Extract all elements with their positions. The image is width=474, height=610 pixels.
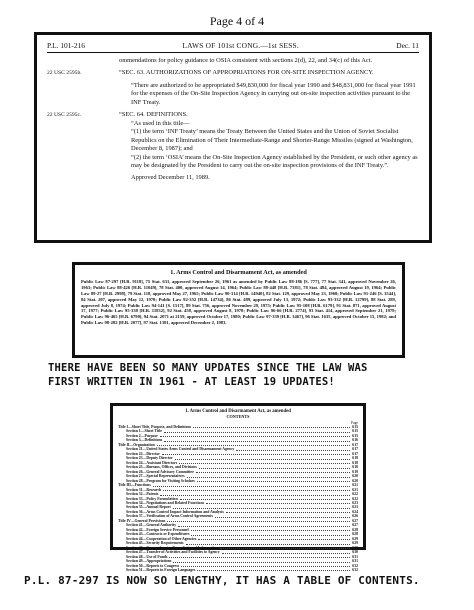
- toc-item-page: 627: [352, 518, 358, 523]
- toc-item-label: Section 24—Assistant Directors: [126, 460, 178, 465]
- toc-item-label: Section 37—Verification of Arms Control Agreements: [126, 514, 213, 519]
- toc-item-label: Section 41—General Authority: [126, 523, 177, 528]
- toc-item-page: 615: [352, 429, 358, 434]
- toc-item-label: Section 51—Reports in Foreign Languages: [126, 568, 196, 572]
- toc-item-label: Section 35—Annual Report: [126, 505, 171, 510]
- toc-item-page: 622: [352, 492, 358, 497]
- toc-item-page: 631: [352, 559, 358, 564]
- toc-item-label: Title I—Short Title, Purpose, and Definitions: [118, 425, 192, 429]
- amendments-clipping: [72, 262, 405, 358]
- toc-item-page: 619: [352, 469, 358, 474]
- margin-citation: 22 USC 2595c.: [47, 112, 82, 119]
- handwritten-note-updates-line1: THERE HAVE BEEN SO MANY UPDATES SINCE THE LAW WAS: [48, 362, 368, 374]
- intro-text: ommendations for policy guidance to OSIA consistent with sections 2(d), 22, and 34(c) of this Act.: [119, 57, 373, 64]
- toc-item: [118, 568, 358, 572]
- toc-item-page: 628: [352, 532, 358, 537]
- toc-item-label: Section 23—Deputy Director: [126, 456, 173, 461]
- handwritten-note-toc: P.L. 87-297 IS NOW SO LENGTHY, IT HAS A TABLE OF CONTENTS.: [24, 574, 420, 587]
- toc-item-label: Section 42—Foreign Service Personnel: [126, 527, 189, 532]
- toc-item-label: Section 46—Comprehensive Compilation of Information: [126, 545, 218, 550]
- toc-item-label: Section 32—Patents: [126, 492, 159, 497]
- toc-item-page: 629: [352, 536, 358, 541]
- toc-item-label: Section 26—General Advisory Committee: [126, 469, 194, 474]
- toc-item-label: Section 50—Reports to Congress: [126, 563, 180, 568]
- toc-item-page: 620: [352, 478, 358, 483]
- toc-item-label: Section 22—Director: [126, 451, 160, 456]
- header-public-law: P.L. 101-216: [47, 41, 85, 50]
- section-63-text: “There are authorized to be appropriated $49,830,000 for fiscal year 1990 and $48,831,000 for fiscal year 1991 for the expenses of the On-Site Inspection Agency in carrying out on-site inspection activities pursuant to the INF Treaty.: [131, 81, 416, 106]
- toc-item-page: 615: [352, 433, 358, 438]
- toc-item-page: 618: [352, 465, 358, 470]
- toc-item-label: Section 28—Program for Visiting Scholars: [126, 478, 195, 483]
- toc-item-label: Title IV—General Provisions: [118, 518, 166, 523]
- toc-contents-label: CONTENTS: [226, 414, 250, 419]
- section-64-lead: “As used in this title—: [131, 119, 190, 127]
- handwritten-note-updates-line2: FIRST WRITTEN IN 1961 - AT LEAST 19 UPDATES!: [48, 376, 335, 388]
- toc-item-page: 617: [352, 451, 358, 456]
- toc-item-page: 621: [352, 483, 358, 488]
- toc-item-label: Section 1—Short Title: [126, 429, 162, 434]
- definition-inf-treaty: “(1) the term ‘INF Treaty’ means the Treaty Between the United States and the Union of Soviet Socialist Republics on the Elimination of Their Intermediate-Range and Shorter-Range Missiles (signed at Washington, December 8, 1987); and: [131, 128, 413, 153]
- toc-item-label: Section 49—Appropriations: [126, 559, 172, 564]
- toc-item-label: Section 25—Bureaus, Offices, and Divisions: [126, 465, 197, 470]
- page-label: Page 4 of 4: [209, 14, 265, 28]
- toc-title: 1. Arms Control and Disarmament Act, as amended: [185, 409, 291, 414]
- toc-item-label: Title II—Organization: [118, 442, 155, 447]
- toc-item-page: 623: [352, 505, 358, 510]
- toc-list: [118, 425, 358, 572]
- toc-item-page: 616: [352, 438, 358, 443]
- toc-item-page: 632: [352, 568, 358, 572]
- section-64-heading: “SEC. 64. DEFINITIONS.: [119, 111, 188, 119]
- header-date: Dec. 11: [396, 41, 419, 50]
- toc-item-label: Section 44—Cooperation of Other Agencies: [126, 536, 197, 541]
- amendments-title: 1. Arms Control and Disarmament Act, as amended: [170, 269, 307, 276]
- toc-item-page: 631: [352, 554, 358, 559]
- approval-date: Approved December 11, 1989.: [131, 174, 210, 182]
- toc-item-label: Section 36—Arms Control Impact Information and Analysis: [126, 509, 224, 514]
- toc-item-label: Section 48—Use of Funds: [126, 554, 168, 559]
- toc-item-page: 621: [352, 487, 358, 492]
- toc-item-label: Section 45—Security Requirements: [126, 541, 184, 546]
- toc-item-label: Title III—Functions: [118, 483, 151, 488]
- amendments-text: Public Law 87-297 [H.R. 9118], 75 Stat. 631, approved September 26, 1961 as amended by Public Law 88-186 [S. 777], 77 Stat. 341, approved November 26, 1963; Public Law 88-426 [H.R. 11049], 78 Stat. 400, approved August 14, 1964; Public Law 88-448 [H.R. 7381], 78 Stat. 484, approved August 19, 1964; Public Law 89-27 [H.R. 2998], 79 Stat. 118, approved May 27, 1965; Public Law 90-314 [H.R. 14940], 82 Stat. 129, approved May 23, 1968; Public Law 91-246 [S. 3544], 84 Stat. 207, approved May 12, 1970; Public Law 92-352 [H.R. 14734], 86 Stat. 489, approved July 13, 1972; Public Law 93-332 [H.R. 12799], 88 Stat. 289, approved July 8, 1974; Public Law 94-141 [S. 1517], 89 Stat. 756, approved November 29, 1975; Public Law 95-108 [H.R. 6179], 91 Stat. 871, approved August 17, 1977; Public Law 95-338 [H.R. 11832], 92 Stat. 458, approved August 8, 1978; Public Law 96-66 [H.R. 2774], 93 Stat. 414, approved September 21, 1979; Public Law 96-465 [H.R. 6790], 94 Stat. 2071 at 2159, approved October 17, 1980; Public Law 97-339 [H.R. 3467], 96 Stat. 1635, approved October 15, 1982; and Public Law 98-202 [H.R. 2077], 97 Stat. 1381, approved December 2, 1983.: [81, 279, 396, 326]
- definition-osia: “(2) the term ‘OSIA’ means the On-Site Inspection Agency established by the President, or such other agency as may be designated by the President to carry out the on-site inspection provisions of the INF Treaty.”.: [131, 153, 418, 169]
- section-63-heading: “SEC. 63. AUTHORIZATIONS OF APPROPRIATIONS FOR ON-SITE INSPECTION AGENCY.: [119, 69, 374, 77]
- toc-item-page: 615: [352, 425, 358, 429]
- toc-item-page: 630: [352, 550, 358, 555]
- law-page-clipping: [34, 32, 432, 243]
- toc-item-label: Section 21—United States Arms Control and Disarmament Agency: [126, 447, 235, 452]
- toc-item-page: 618: [352, 460, 358, 465]
- toc-item-label: Section 33—Policy Formulation: [126, 496, 178, 501]
- header-congress: LAWS OF 101st CONG.—1st SESS.: [182, 41, 299, 50]
- toc-item-page: 624: [352, 509, 358, 514]
- law-page-header: [47, 41, 419, 53]
- toc-item-label: Section 2—Purpose: [126, 433, 158, 438]
- table-of-contents-clipping: [110, 403, 366, 572]
- toc-item-page: 617: [352, 442, 358, 447]
- margin-citation: 22 USC 2595b.: [47, 70, 82, 77]
- law-page-body: [47, 57, 419, 183]
- toc-item-page: 620: [352, 474, 358, 479]
- toc-page-column-label: Page: [351, 421, 358, 425]
- toc-item-page: 626: [352, 514, 358, 519]
- toc-item-page: 628: [352, 527, 358, 532]
- toc-item-page: 618: [352, 456, 358, 461]
- toc-item-page: 630: [352, 545, 358, 550]
- toc-item-label: Section 27—Special Representatives: [126, 474, 185, 479]
- toc-item-page: 629: [352, 541, 358, 546]
- toc-item-label: Section 34—Negotiations and Related Functions: [126, 500, 205, 505]
- toc-item-page: 617: [352, 447, 358, 452]
- toc-item-label: Section 47—Transfer of Activities and Facilities to Agency: [126, 550, 220, 555]
- toc-item-page: 627: [352, 523, 358, 528]
- toc-item-label: Section 43—Contracts or Expenditures: [126, 532, 190, 537]
- toc-item-label: Section 3—Definitions: [126, 438, 163, 443]
- toc-item-page: 632: [352, 563, 358, 568]
- toc-item-label: Section 31—Research: [126, 487, 162, 492]
- toc-item-page: 622: [352, 496, 358, 501]
- toc-item-page: 623: [352, 500, 358, 505]
